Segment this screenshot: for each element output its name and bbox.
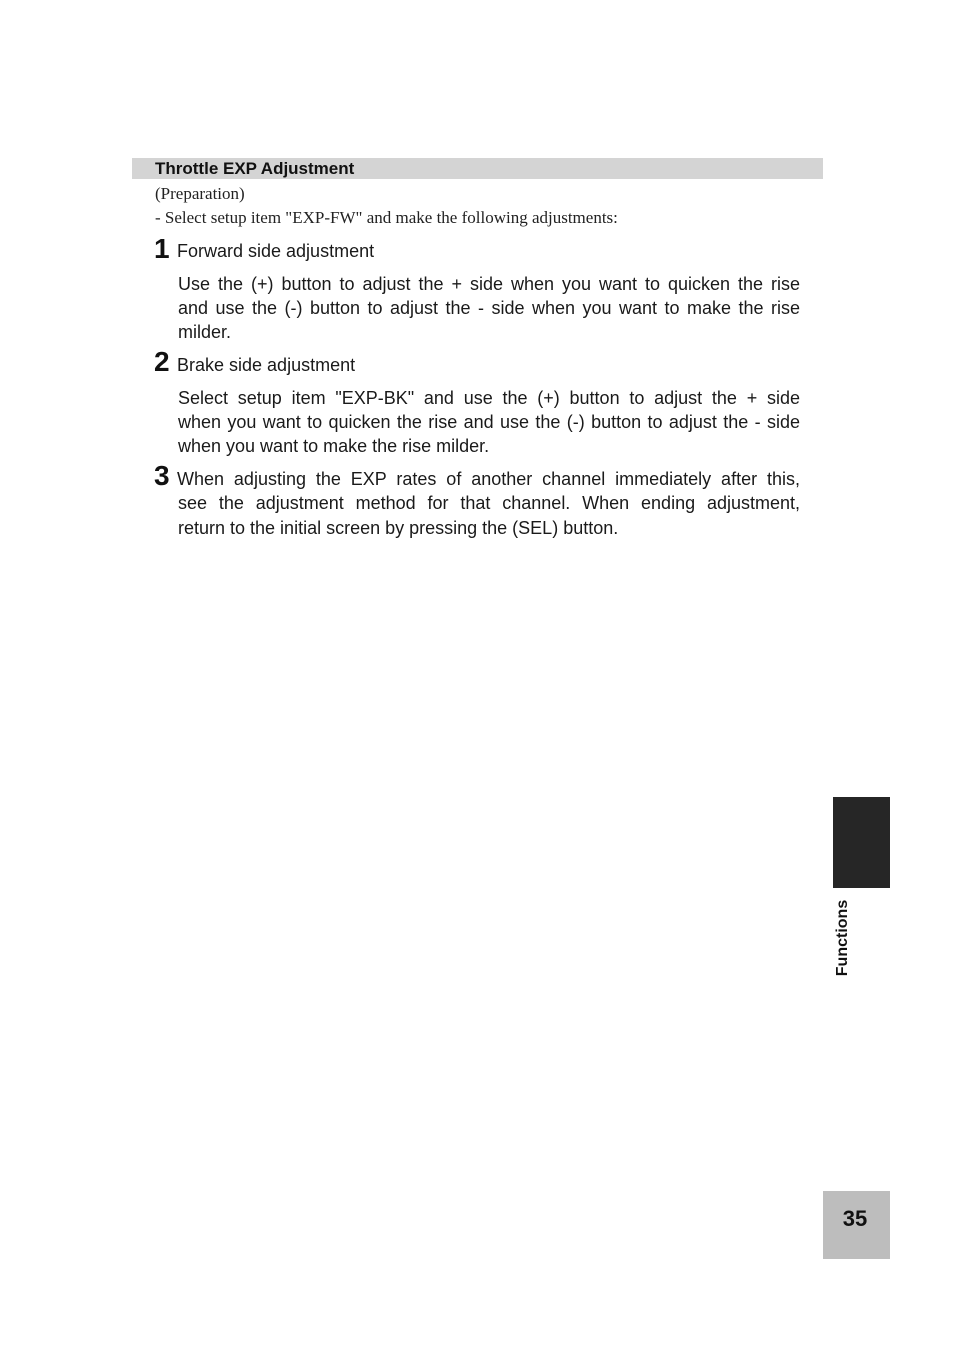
step-2-text-line: Select setup item "EXP-BK" and use the (+) button to adjust the + side bbox=[178, 388, 800, 408]
step-1-title: Forward side adjustment bbox=[177, 241, 375, 261]
page-number-box bbox=[823, 1191, 890, 1259]
step-1-text-line: and use the (-) button to adjust the - side when you want to make the rise bbox=[178, 298, 800, 318]
step-3-text-line: return to the initial screen by pressing the (SEL) button. bbox=[178, 518, 619, 538]
step-3-text-line: When adjusting the EXP rates of another channel immediately after this, bbox=[177, 469, 800, 489]
step-1-number: 1 bbox=[154, 233, 170, 264]
section-header-bar bbox=[132, 158, 823, 179]
preparation-heading: (Preparation) bbox=[155, 184, 245, 203]
step-1-text-line: milder. bbox=[178, 322, 232, 342]
section-tab-marker bbox=[833, 797, 890, 888]
step-3-number: 3 bbox=[154, 460, 170, 491]
step-2-title: Brake side adjustment bbox=[177, 355, 356, 375]
step-1-text-line: Use the (+) button to adjust the + side when you want to quicken the rise bbox=[178, 274, 800, 294]
step-2-text-line: when you want to quicken the rise and use the (-) button to adjust the - side bbox=[178, 412, 800, 432]
section-title: Throttle EXP Adjustment bbox=[155, 159, 355, 178]
step-2-number: 2 bbox=[154, 346, 170, 377]
side-tab-label: Functions bbox=[834, 899, 851, 977]
page-number: 35 bbox=[842, 1206, 868, 1231]
step-3-text-line: see the adjustment method for that channel. When ending adjustment, bbox=[178, 493, 800, 513]
preparation-instruction: - Select setup item "EXP-FW" and make the following adjustments: bbox=[155, 208, 618, 227]
step-2-text-line: when you want to make the rise milder. bbox=[178, 436, 490, 456]
